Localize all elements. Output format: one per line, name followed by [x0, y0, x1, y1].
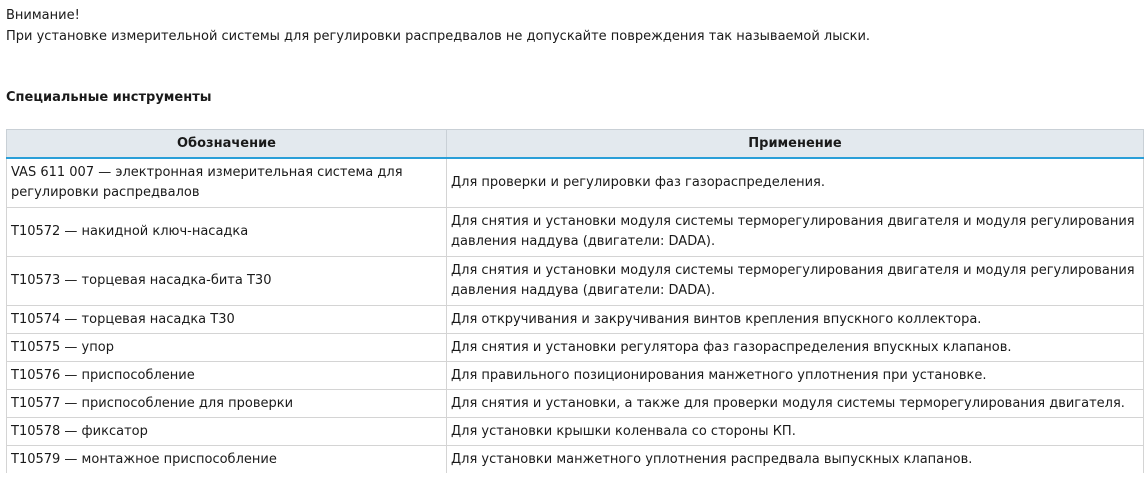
table-row — [7, 334, 1144, 362]
designation-cell: T10572 — накидной ключ-насадка — [7, 208, 447, 257]
table-row — [7, 446, 1144, 474]
special-tools-table — [6, 129, 1144, 473]
application-cell: Для откручивания и закручивания винтов крепления впускного коллектора. — [447, 306, 1144, 334]
application-cell: Для проверки и регулировки фаз газораспределения. — [447, 158, 1144, 208]
warning-note — [6, 5, 870, 47]
table-row — [7, 362, 1144, 390]
designation-cell: T10574 — торцевая насадка T30 — [7, 306, 447, 334]
designation-cell: T10576 — приспособление — [7, 362, 447, 390]
column-header-designation: Обозначение — [7, 130, 447, 159]
designation-cell: T10577 — приспособление для проверки — [7, 390, 447, 418]
designation-cell: T10579 — монтажное приспособление — [7, 446, 447, 474]
application-cell: Для снятия и установки модуля системы терморегулирования двигателя и модуля регулирования давления наддува (двигатели: DADA). — [447, 208, 1144, 257]
column-header-application: Применение — [447, 130, 1144, 159]
table-row — [7, 257, 1144, 306]
table-row — [7, 208, 1144, 257]
table-row — [7, 418, 1144, 446]
section-title: Специальные инструменты — [6, 90, 212, 105]
designation-cell: VAS 611 007 — электронная измерительная система для регулировки распредвалов — [7, 158, 447, 208]
application-cell: Для снятия и установки модуля системы терморегулирования двигателя и модуля регулирования давления наддува (двигатели: DADA). — [447, 257, 1144, 306]
application-cell: Для снятия и установки, а также для проверки модуля системы терморегулирования двигателя. — [447, 390, 1144, 418]
table-header-row — [7, 130, 1144, 159]
application-cell: Для установки крышки коленвала со стороны КП. — [447, 418, 1144, 446]
table-row — [7, 390, 1144, 418]
warning-title: Внимание! — [6, 8, 80, 23]
table-row — [7, 158, 1144, 208]
application-cell: Для снятия и установки регулятора фаз газораспределения впускных клапанов. — [447, 334, 1144, 362]
designation-cell: T10573 — торцевая насадка-бита T30 — [7, 257, 447, 306]
warning-text: При установке измерительной системы для регулировки распредвалов не допускайте повреждения так называемой лыски. — [6, 29, 871, 44]
table-row — [7, 306, 1144, 334]
application-cell: Для правильного позиционирования манжетного уплотнения при установке. — [447, 362, 1144, 390]
designation-cell: T10575 — упор — [7, 334, 447, 362]
designation-cell: T10578 — фиксатор — [7, 418, 447, 446]
application-cell: Для установки манжетного уплотнения распредвала выпускных клапанов. — [447, 446, 1144, 474]
